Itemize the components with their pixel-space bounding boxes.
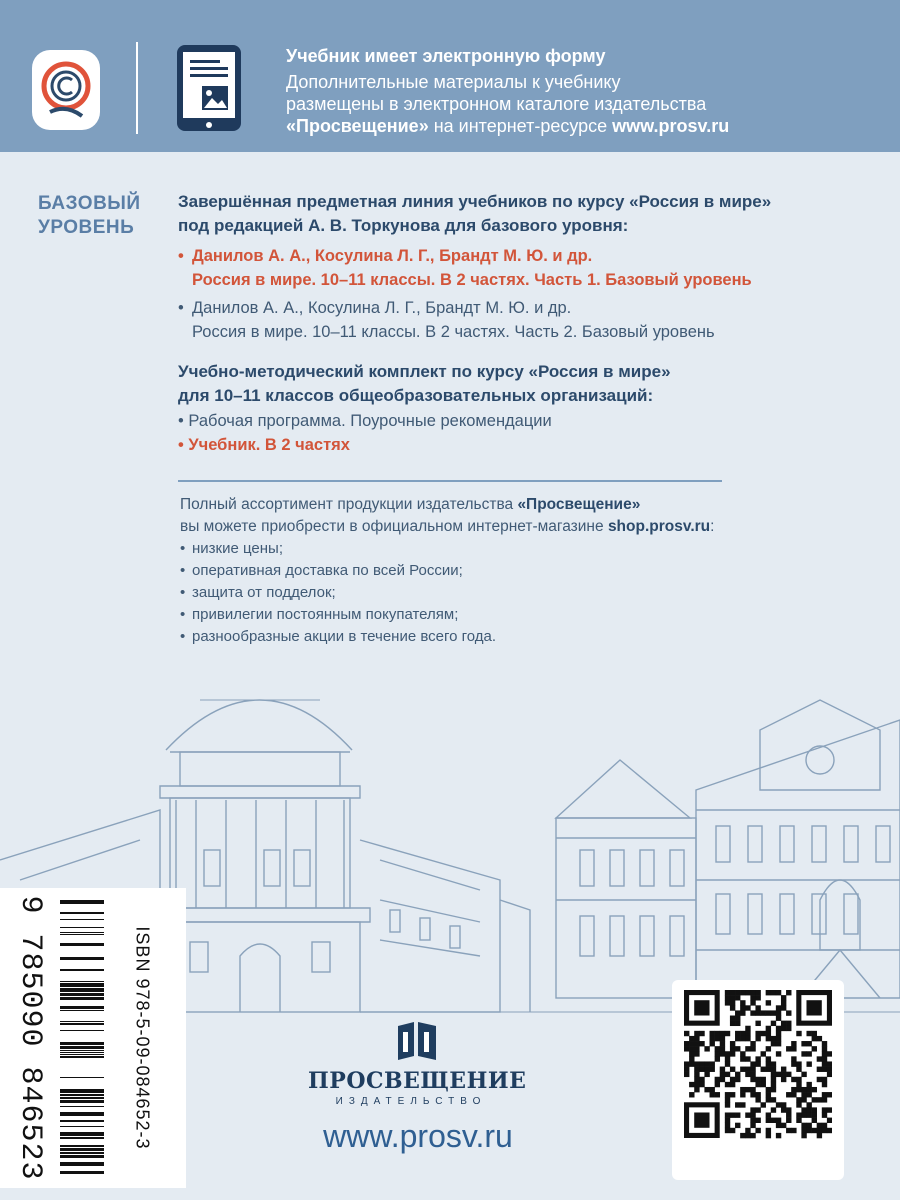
banner-url[interactable]: www.prosv.ru: [612, 116, 730, 136]
umk-item-textbook: [178, 434, 868, 456]
shop-url[interactable]: shop.prosv.ru: [607, 518, 711, 535]
banner-line-3-text: на интернет-ресурсе: [428, 116, 613, 136]
section-separator: [178, 480, 722, 482]
umk-item-program: [178, 410, 868, 432]
list-item: [180, 560, 496, 582]
publisher-subtitle: ИЗДАТЕЛЬСТВО: [335, 1096, 487, 1107]
banner-title: Учебник имеет электронную форму: [286, 46, 606, 66]
shop-text-part: вы можете приобрести в официальном интернет-магазине: [180, 518, 608, 535]
book-entry-part-2: [178, 296, 868, 344]
publisher-url[interactable]: www.prosv.ru: [323, 1118, 513, 1154]
book-authors: Данилов А. А., Косулина Л. Г., Брандт М. Ю. и др.: [192, 247, 593, 265]
qr-code-pattern: [684, 990, 832, 1170]
series-intro-line-2: под редакцией А. В. Торкунова для базового уровня:: [178, 216, 629, 235]
isbn-number: ISBN 978-5-09-084652-3: [132, 926, 153, 1150]
umk-item-label: Учебник. В 2 частях: [188, 436, 350, 454]
series-intro-line-1: Завершённая предметная линия учебников по курсу «Россия в мире»: [178, 192, 772, 211]
list-item: [180, 604, 496, 626]
level-label-line-1: БАЗОВЫЙ: [38, 193, 141, 214]
bullet: •: [178, 299, 184, 317]
list-item: [180, 626, 496, 648]
umk-title: [178, 360, 868, 408]
bullet: •: [180, 540, 186, 557]
list-item: [180, 582, 496, 604]
umk-item-label: Рабочая программа. Поурочные рекомендации: [188, 412, 552, 430]
list-item-label: оперативная доставка по всей России;: [192, 562, 463, 579]
list-item-label: защита от подделок;: [192, 584, 336, 601]
bullet: •: [178, 436, 189, 454]
level-label-line-2: УРОВЕНЬ: [38, 217, 135, 238]
umk-title-line-2: для 10–11 классов общеобразовательных организаций:: [178, 386, 654, 405]
top-banner: [0, 0, 900, 152]
publisher-name: ПРОСВЕЩЕНИЕ: [308, 1068, 527, 1094]
banner-divider: [136, 42, 138, 134]
book-authors: Данилов А. А., Косулина Л. Г., Брандт М. Ю. и др.: [192, 299, 572, 317]
book-title: Россия в мире. 10–11 классы. В 2 частях. Часть 2. Базовый уровень: [192, 323, 715, 341]
umk-title-line-1: Учебно-методический комплект по курсу «Россия в мире»: [178, 362, 671, 381]
level-label: [38, 192, 178, 240]
bullet: •: [180, 606, 186, 623]
series-intro: [178, 190, 868, 238]
shop-benefits-list: [180, 538, 496, 648]
publisher-logo-icon: [394, 1018, 440, 1064]
publisher-name-bold: «Просвещение»: [286, 116, 429, 136]
shop-text-part: Полный ассортимент продукции издательства: [180, 496, 518, 513]
banner-line-2: размещены в электронном каталоге издательства: [286, 94, 707, 114]
isbn-barcode: [0, 888, 186, 1188]
book-title: Россия в мире. 10–11 классы. В 2 частях. Часть 1. Базовый уровень: [192, 271, 752, 289]
shop-text: [180, 494, 860, 538]
bullet: •: [180, 628, 186, 645]
shop-publisher-bold: «Просвещение»: [517, 496, 641, 513]
tablet-icon: [176, 44, 242, 132]
palace-building: [556, 700, 900, 998]
list-item-label: привилегии постоянным покупателям;: [192, 606, 459, 623]
list-item-label: разнообразные акции в течение всего года.: [192, 628, 497, 645]
bullet: •: [180, 562, 186, 579]
bullet: •: [178, 412, 189, 430]
list-item-label: низкие цены;: [192, 540, 283, 557]
book-entry-part-1: [178, 244, 868, 292]
banner-line-3: [286, 116, 729, 137]
list-item: [180, 538, 496, 560]
shop-text-line-2: [180, 516, 860, 538]
banner-line-1: Дополнительные материалы к учебнику: [286, 72, 621, 92]
shop-text-part: :: [710, 518, 715, 535]
barcode-digits: 9 785090 846523: [13, 895, 47, 1181]
bullet: •: [180, 584, 186, 601]
qr-code: [672, 980, 844, 1180]
electronic-form-logo-icon: [30, 50, 102, 130]
shop-text-line-1: [180, 494, 860, 516]
bullet: •: [178, 247, 184, 265]
